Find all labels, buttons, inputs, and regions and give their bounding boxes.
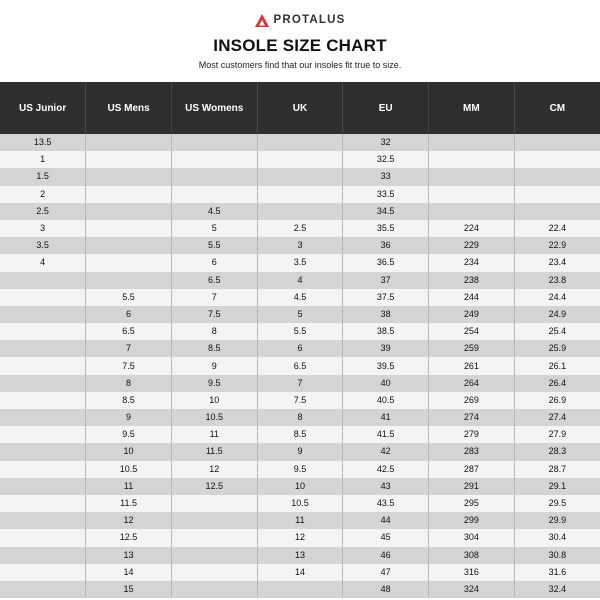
- table-row: [0, 512, 600, 529]
- cell-us-junior: [0, 478, 86, 495]
- cell-eu: 42: [343, 443, 429, 460]
- cell-uk: 13: [257, 547, 343, 564]
- cell-eu: 36.5: [343, 254, 429, 271]
- cell-mm: 287: [429, 461, 515, 478]
- cell-us-junior: [0, 461, 86, 478]
- cell-cm: [514, 151, 600, 168]
- cell-us-mens: 7: [86, 340, 172, 357]
- cell-us-womens: 11: [171, 426, 257, 443]
- cell-mm: 304: [429, 529, 515, 546]
- cell-uk: 4.5: [257, 289, 343, 306]
- cell-us-junior: [0, 323, 86, 340]
- cell-cm: 23.8: [514, 272, 600, 289]
- table-row: [0, 392, 600, 409]
- table-row: [0, 357, 600, 374]
- table-row: [0, 151, 600, 168]
- cell-uk: 10.5: [257, 495, 343, 512]
- cell-us-mens: 11: [86, 478, 172, 495]
- cell-eu: 35.5: [343, 220, 429, 237]
- cell-us-womens: 5.5: [171, 237, 257, 254]
- cell-us-mens: 10.5: [86, 461, 172, 478]
- cell-us-junior: 4: [0, 254, 86, 271]
- table-row: [0, 461, 600, 478]
- cell-us-womens: [171, 581, 257, 598]
- table-row: [0, 203, 600, 220]
- cell-us-womens: 4.5: [171, 203, 257, 220]
- cell-eu: 42.5: [343, 461, 429, 478]
- cell-mm: 229: [429, 237, 515, 254]
- page-title: INSOLE SIZE CHART: [213, 36, 387, 55]
- cell-us-womens: 7.5: [171, 306, 257, 323]
- cell-us-mens: 6.5: [86, 323, 172, 340]
- header-eu: EU: [343, 82, 429, 134]
- cell-us-womens: 12.5: [171, 478, 257, 495]
- cell-us-junior: [0, 272, 86, 289]
- cell-cm: 22.4: [514, 220, 600, 237]
- cell-us-junior: [0, 529, 86, 546]
- cell-uk: 6.5: [257, 357, 343, 374]
- cell-us-junior: [0, 581, 86, 598]
- cell-eu: 40.5: [343, 392, 429, 409]
- table-header: [0, 82, 600, 134]
- table-row: [0, 581, 600, 598]
- brand-logo: [0, 12, 600, 28]
- cell-us-womens: 7: [171, 289, 257, 306]
- cell-cm: 24.4: [514, 289, 600, 306]
- cell-uk: 2.5: [257, 220, 343, 237]
- cell-mm: [429, 151, 515, 168]
- cell-uk: 5: [257, 306, 343, 323]
- cell-cm: [514, 203, 600, 220]
- cell-cm: 24.9: [514, 306, 600, 323]
- cell-us-womens: [171, 547, 257, 564]
- cell-us-mens: 12: [86, 512, 172, 529]
- cell-us-junior: [0, 426, 86, 443]
- cell-us-womens: 9: [171, 357, 257, 374]
- cell-eu: 38.5: [343, 323, 429, 340]
- cell-eu: 46: [343, 547, 429, 564]
- cell-eu: 41.5: [343, 426, 429, 443]
- header-us-junior: US Junior: [0, 82, 86, 134]
- cell-cm: 25.4: [514, 323, 600, 340]
- table-row: [0, 168, 600, 185]
- cell-mm: 283: [429, 443, 515, 460]
- cell-us-junior: 3: [0, 220, 86, 237]
- cell-us-womens: 6.5: [171, 272, 257, 289]
- cell-eu: 40: [343, 375, 429, 392]
- cell-us-mens: [86, 272, 172, 289]
- cell-us-junior: 1.5: [0, 168, 86, 185]
- cell-cm: [514, 168, 600, 185]
- cell-uk: [257, 581, 343, 598]
- cell-eu: 37: [343, 272, 429, 289]
- cell-us-mens: [86, 203, 172, 220]
- cell-mm: 261: [429, 357, 515, 374]
- cell-mm: [429, 134, 515, 151]
- cell-eu: 39: [343, 340, 429, 357]
- cell-uk: 4: [257, 272, 343, 289]
- cell-mm: 299: [429, 512, 515, 529]
- cell-us-womens: [171, 134, 257, 151]
- table-row: [0, 478, 600, 495]
- cell-mm: 274: [429, 409, 515, 426]
- cell-us-junior: [0, 375, 86, 392]
- cell-eu: 36: [343, 237, 429, 254]
- cell-mm: 249: [429, 306, 515, 323]
- cell-eu: 45: [343, 529, 429, 546]
- cell-mm: 224: [429, 220, 515, 237]
- size-chart-table: [0, 82, 600, 598]
- cell-us-womens: [171, 512, 257, 529]
- cell-us-junior: [0, 512, 86, 529]
- cell-us-junior: [0, 564, 86, 581]
- cell-us-junior: [0, 443, 86, 460]
- cell-us-womens: [171, 151, 257, 168]
- page-subtitle: Most customers find that our insoles fit true to size.: [198, 60, 402, 70]
- table-row: [0, 134, 600, 151]
- cell-uk: 7.5: [257, 392, 343, 409]
- cell-cm: 22.9: [514, 237, 600, 254]
- table-row: [0, 186, 600, 203]
- cell-us-womens: [171, 495, 257, 512]
- cell-us-womens: 9.5: [171, 375, 257, 392]
- cell-uk: 14: [257, 564, 343, 581]
- header-us-mens: US Mens: [86, 82, 172, 134]
- cell-us-junior: 13.5: [0, 134, 86, 151]
- cell-us-mens: [86, 254, 172, 271]
- cell-eu: 41: [343, 409, 429, 426]
- cell-us-womens: 10.5: [171, 409, 257, 426]
- cell-uk: 7: [257, 375, 343, 392]
- cell-cm: 26.1: [514, 357, 600, 374]
- cell-cm: 29.5: [514, 495, 600, 512]
- cell-eu: 33: [343, 168, 429, 185]
- table-row: [0, 254, 600, 271]
- cell-uk: [257, 151, 343, 168]
- cell-eu: 34.5: [343, 203, 429, 220]
- cell-eu: 47: [343, 564, 429, 581]
- table-row: [0, 220, 600, 237]
- cell-cm: 28.3: [514, 443, 600, 460]
- cell-us-mens: 12.5: [86, 529, 172, 546]
- cell-cm: 23.4: [514, 254, 600, 271]
- cell-mm: 234: [429, 254, 515, 271]
- cell-us-mens: 13: [86, 547, 172, 564]
- cell-us-mens: 9: [86, 409, 172, 426]
- cell-mm: 264: [429, 375, 515, 392]
- cell-us-mens: [86, 134, 172, 151]
- cell-mm: 324: [429, 581, 515, 598]
- table-row: [0, 564, 600, 581]
- cell-us-junior: [0, 357, 86, 374]
- cell-uk: 3.5: [257, 254, 343, 271]
- cell-us-womens: [171, 168, 257, 185]
- table-row: [0, 340, 600, 357]
- cell-mm: 291: [429, 478, 515, 495]
- cell-mm: [429, 186, 515, 203]
- cell-mm: [429, 168, 515, 185]
- cell-us-womens: [171, 564, 257, 581]
- table-row: [0, 237, 600, 254]
- cell-us-womens: 5: [171, 220, 257, 237]
- cell-mm: 238: [429, 272, 515, 289]
- cell-eu: 43: [343, 478, 429, 495]
- cell-eu: 39.5: [343, 357, 429, 374]
- table-row: [0, 323, 600, 340]
- cell-cm: [514, 134, 600, 151]
- cell-us-womens: 12: [171, 461, 257, 478]
- table-row: [0, 289, 600, 306]
- cell-mm: [429, 203, 515, 220]
- header-row: [0, 82, 600, 134]
- table-row: [0, 529, 600, 546]
- table-row: [0, 547, 600, 564]
- cell-eu: 32.5: [343, 151, 429, 168]
- cell-cm: 26.9: [514, 392, 600, 409]
- cell-us-womens: 8: [171, 323, 257, 340]
- cell-us-mens: [86, 186, 172, 203]
- cell-cm: 30.8: [514, 547, 600, 564]
- table-row: [0, 409, 600, 426]
- cell-uk: 9: [257, 443, 343, 460]
- cell-us-mens: 9.5: [86, 426, 172, 443]
- header-cm: CM: [514, 82, 600, 134]
- table-row: [0, 272, 600, 289]
- cell-eu: 38: [343, 306, 429, 323]
- header-uk: UK: [257, 82, 343, 134]
- cell-cm: 29.1: [514, 478, 600, 495]
- cell-us-junior: [0, 306, 86, 323]
- cell-mm: 259: [429, 340, 515, 357]
- brand-name: PROTALUS: [273, 14, 346, 26]
- cell-eu: 32: [343, 134, 429, 151]
- cell-us-mens: 11.5: [86, 495, 172, 512]
- cell-us-mens: 7.5: [86, 357, 172, 374]
- cell-us-womens: [171, 529, 257, 546]
- cell-eu: 37.5: [343, 289, 429, 306]
- cell-us-junior: [0, 392, 86, 409]
- cell-us-womens: 11.5: [171, 443, 257, 460]
- cell-uk: 9.5: [257, 461, 343, 478]
- cell-us-junior: [0, 547, 86, 564]
- table-row: [0, 443, 600, 460]
- cell-mm: 308: [429, 547, 515, 564]
- cell-uk: [257, 186, 343, 203]
- cell-eu: 33.5: [343, 186, 429, 203]
- cell-mm: 316: [429, 564, 515, 581]
- cell-eu: 44: [343, 512, 429, 529]
- cell-us-mens: 5.5: [86, 289, 172, 306]
- cell-cm: 26.4: [514, 375, 600, 392]
- table-row: [0, 306, 600, 323]
- cell-uk: 6: [257, 340, 343, 357]
- table-row: [0, 426, 600, 443]
- cell-mm: 254: [429, 323, 515, 340]
- cell-us-junior: [0, 495, 86, 512]
- cell-us-junior: [0, 409, 86, 426]
- cell-uk: 3: [257, 237, 343, 254]
- cell-us-junior: [0, 340, 86, 357]
- cell-cm: 27.9: [514, 426, 600, 443]
- cell-mm: 295: [429, 495, 515, 512]
- cell-us-womens: [171, 186, 257, 203]
- cell-uk: 10: [257, 478, 343, 495]
- table-body: [0, 134, 600, 598]
- cell-us-mens: [86, 168, 172, 185]
- cell-us-mens: 8: [86, 375, 172, 392]
- cell-us-womens: 8.5: [171, 340, 257, 357]
- cell-us-mens: 10: [86, 443, 172, 460]
- cell-cm: 27.4: [514, 409, 600, 426]
- table-row: [0, 375, 600, 392]
- cell-uk: [257, 203, 343, 220]
- cell-us-mens: 6: [86, 306, 172, 323]
- cell-uk: [257, 134, 343, 151]
- header-mm: MM: [429, 82, 515, 134]
- cell-us-junior: [0, 289, 86, 306]
- cell-us-junior: 2: [0, 186, 86, 203]
- cell-us-mens: 14: [86, 564, 172, 581]
- cell-cm: [514, 186, 600, 203]
- cell-cm: 31.6: [514, 564, 600, 581]
- cell-us-mens: [86, 220, 172, 237]
- cell-us-junior: 1: [0, 151, 86, 168]
- cell-us-mens: 15: [86, 581, 172, 598]
- cell-uk: 12: [257, 529, 343, 546]
- red-triangle-logo-icon: [255, 14, 269, 27]
- cell-us-junior: 3.5: [0, 237, 86, 254]
- cell-mm: 269: [429, 392, 515, 409]
- cell-us-womens: 6: [171, 254, 257, 271]
- cell-uk: 11: [257, 512, 343, 529]
- table-row: [0, 495, 600, 512]
- cell-cm: 30.4: [514, 529, 600, 546]
- cell-us-mens: 8.5: [86, 392, 172, 409]
- cell-us-womens: 10: [171, 392, 257, 409]
- cell-cm: 29.9: [514, 512, 600, 529]
- cell-us-mens: [86, 237, 172, 254]
- cell-eu: 43.5: [343, 495, 429, 512]
- cell-cm: 25.9: [514, 340, 600, 357]
- cell-cm: 32.4: [514, 581, 600, 598]
- cell-eu: 48: [343, 581, 429, 598]
- cell-uk: 8.5: [257, 426, 343, 443]
- cell-uk: [257, 168, 343, 185]
- header-us-womens: US Womens: [171, 82, 257, 134]
- cell-cm: 28.7: [514, 461, 600, 478]
- cell-us-junior: 2.5: [0, 203, 86, 220]
- cell-mm: 244: [429, 289, 515, 306]
- cell-uk: 8: [257, 409, 343, 426]
- cell-us-mens: [86, 151, 172, 168]
- cell-uk: 5.5: [257, 323, 343, 340]
- cell-mm: 279: [429, 426, 515, 443]
